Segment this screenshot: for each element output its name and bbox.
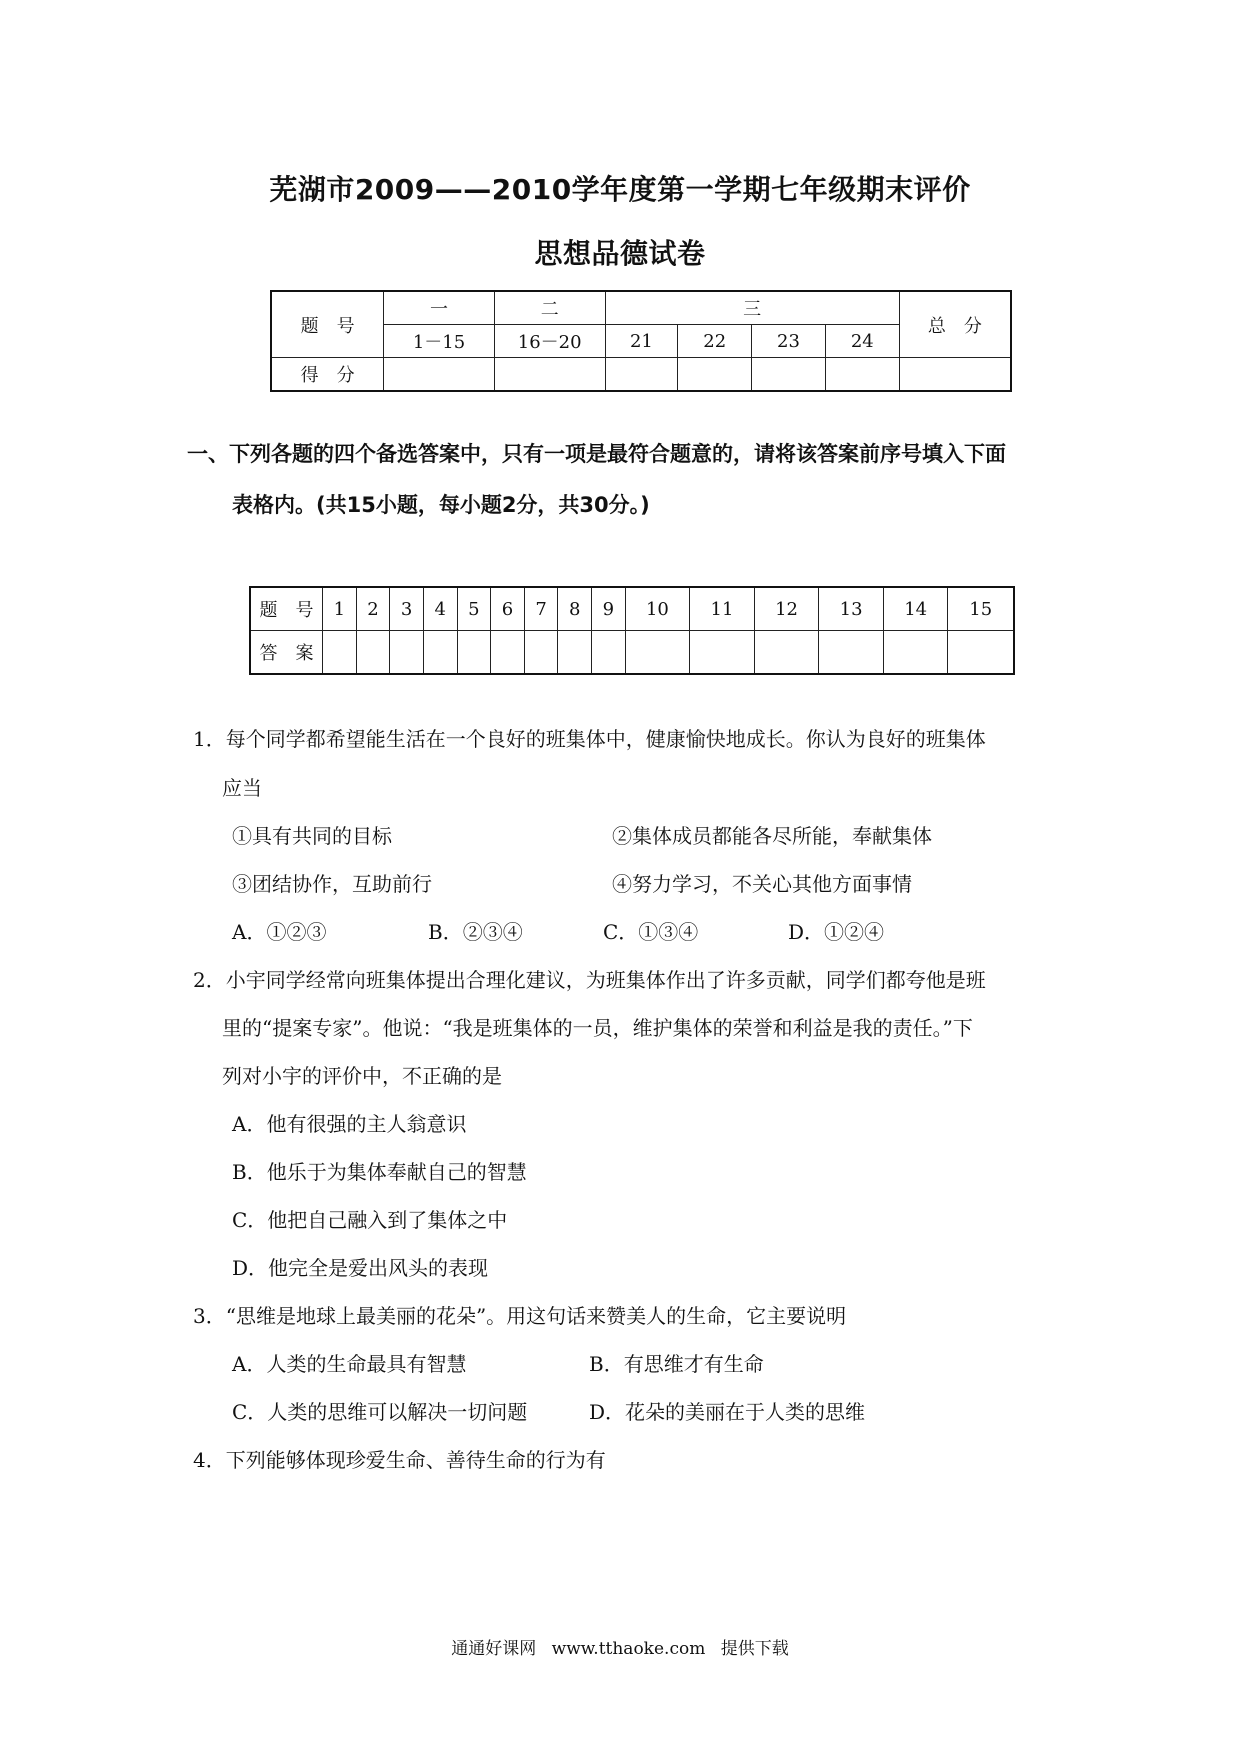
q4-line1: 4．下列能够体现珍爱生命、善待生命的行为有: [193, 1448, 606, 1472]
answer-cell[interactable]: [323, 631, 357, 675]
answer-number-cell: 14: [883, 587, 948, 631]
q1-line2: 应当: [222, 776, 262, 800]
answer-number-row: [250, 587, 1014, 631]
exam-subtitle: 思想品德试卷: [534, 237, 706, 270]
answer-cell[interactable]: [423, 631, 457, 675]
score-total-cell[interactable]: [899, 358, 1011, 392]
answer-cell[interactable]: [948, 631, 1014, 675]
q3-option-c[interactable]: C．人类的思维可以解决一切问题: [232, 1400, 528, 1424]
score-cell[interactable]: [678, 358, 752, 392]
answer-cell[interactable]: [390, 631, 424, 675]
q2-option-a[interactable]: A．他有很强的主人翁意识: [232, 1112, 467, 1136]
answer-number-cell: 4: [423, 587, 457, 631]
q1-option-a[interactable]: A．①②③: [232, 920, 327, 944]
q3-option-a[interactable]: A．人类的生命最具有智慧: [232, 1352, 467, 1376]
score-section-2: 二: [494, 291, 605, 325]
q1-option-d[interactable]: D．①②④: [788, 920, 885, 944]
score-table: [270, 290, 1012, 392]
q2-option-d[interactable]: D．他完全是爱出风头的表现: [232, 1256, 489, 1280]
score-cell[interactable]: [494, 358, 605, 392]
q1-option-c[interactable]: C．①③④: [603, 920, 699, 944]
score-sub-header: 24: [825, 325, 899, 358]
answer-number-cell: 12: [754, 587, 819, 631]
q2-option-b[interactable]: B．他乐于为集体奉献自己的智慧: [232, 1160, 527, 1184]
answer-table: [249, 586, 1015, 675]
answer-cell[interactable]: [690, 631, 755, 675]
answer-cell[interactable]: [625, 631, 690, 675]
answer-number-cell: 1: [323, 587, 357, 631]
answer-number-cell: 13: [819, 587, 884, 631]
page-footer: [0, 1634, 1240, 1659]
score-cell[interactable]: [825, 358, 899, 392]
score-section-3: 三: [605, 291, 899, 325]
q1-item3: ③团结协作，互助前行: [232, 872, 432, 896]
exam-title: 芜湖市2009——2010学年度第一学期七年级期末评价: [269, 173, 971, 206]
answer-number-cell: 6: [491, 587, 525, 631]
answer-answer-row: [250, 631, 1014, 675]
score-sub-header: 16－20: [494, 325, 605, 358]
answer-number-cell: 10: [625, 587, 690, 631]
q3-line1: 3．“思维是地球上最美丽的花朵”。用这句话来赞美人的生命，它主要说明: [193, 1304, 847, 1328]
score-cell[interactable]: [384, 358, 495, 392]
score-cell[interactable]: [605, 358, 678, 392]
answer-cell[interactable]: [524, 631, 558, 675]
q3-option-b[interactable]: B．有思维才有生命: [589, 1352, 764, 1376]
score-total-label: 总 分: [899, 291, 1011, 358]
answer-cell[interactable]: [883, 631, 948, 675]
q2-line1: 2．小宇同学经常向班集体提出合理化建议，为班集体作出了许多贡献，同学们都夸他是班: [193, 968, 986, 992]
answer-number-cell: 8: [558, 587, 592, 631]
answer-cell[interactable]: [491, 631, 525, 675]
q1-item4: ④努力学习，不关心其他方面事情: [612, 872, 912, 896]
answer-number-cell: 15: [948, 587, 1014, 631]
answer-cell[interactable]: [592, 631, 626, 675]
answer-row-label-number: 题 号: [250, 587, 323, 631]
q2-option-c[interactable]: C．他把自己融入到了集体之中: [232, 1208, 508, 1232]
answer-cell[interactable]: [819, 631, 884, 675]
answer-cell[interactable]: [356, 631, 390, 675]
score-sub-header: 1－15: [384, 325, 495, 358]
score-row-label-score: 得 分: [271, 358, 384, 392]
answer-number-cell: 7: [524, 587, 558, 631]
score-section-1: 一: [384, 291, 495, 325]
q2-line2: 里的“提案专家”。他说：“我是班集体的一员，维护集体的荣誉和利益是我的责任。”下: [222, 1016, 973, 1040]
footer-site-name: 通通好课网: [451, 1639, 537, 1659]
q1-option-b[interactable]: B．②③④: [428, 920, 523, 944]
answer-number-cell: 11: [690, 587, 755, 631]
section-heading-line2: 表格内。(共15小题，每小题2分，共30分。): [232, 493, 650, 517]
q2-line3: 列对小宇的评价中，不正确的是: [222, 1064, 502, 1088]
answer-number-cell: 3: [390, 587, 424, 631]
answer-number-cell: 5: [457, 587, 491, 631]
score-sub-header: 22: [678, 325, 752, 358]
footer-url-link[interactable]: www.tthaoke.com: [551, 1639, 706, 1659]
footer-download-text: 提供下载: [720, 1639, 789, 1659]
score-row-label-number: 题 号: [271, 291, 384, 358]
answer-cell[interactable]: [457, 631, 491, 675]
score-cell[interactable]: [752, 358, 826, 392]
answer-cell[interactable]: [558, 631, 592, 675]
q3-option-d[interactable]: D．花朵的美丽在于人类的思维: [589, 1400, 866, 1424]
answer-row-label-answer: 答 案: [250, 631, 323, 675]
answer-cell[interactable]: [754, 631, 819, 675]
answer-number-cell: 9: [592, 587, 626, 631]
q1-line1: 1．每个同学都希望能生活在一个良好的班集体中，健康愉快地成长。你认为良好的班集体: [193, 727, 986, 751]
score-sub-header: 21: [605, 325, 678, 358]
answer-number-cell: 2: [356, 587, 390, 631]
q1-item1: ①具有共同的目标: [232, 824, 392, 848]
section-heading-line1: 一、下列各题的四个备选答案中，只有一项是最符合题意的，请将该答案前序号填入下面: [187, 442, 1006, 466]
score-sub-header: 23: [752, 325, 826, 358]
q1-item2: ②集体成员都能各尽所能，奉献集体: [612, 824, 932, 848]
